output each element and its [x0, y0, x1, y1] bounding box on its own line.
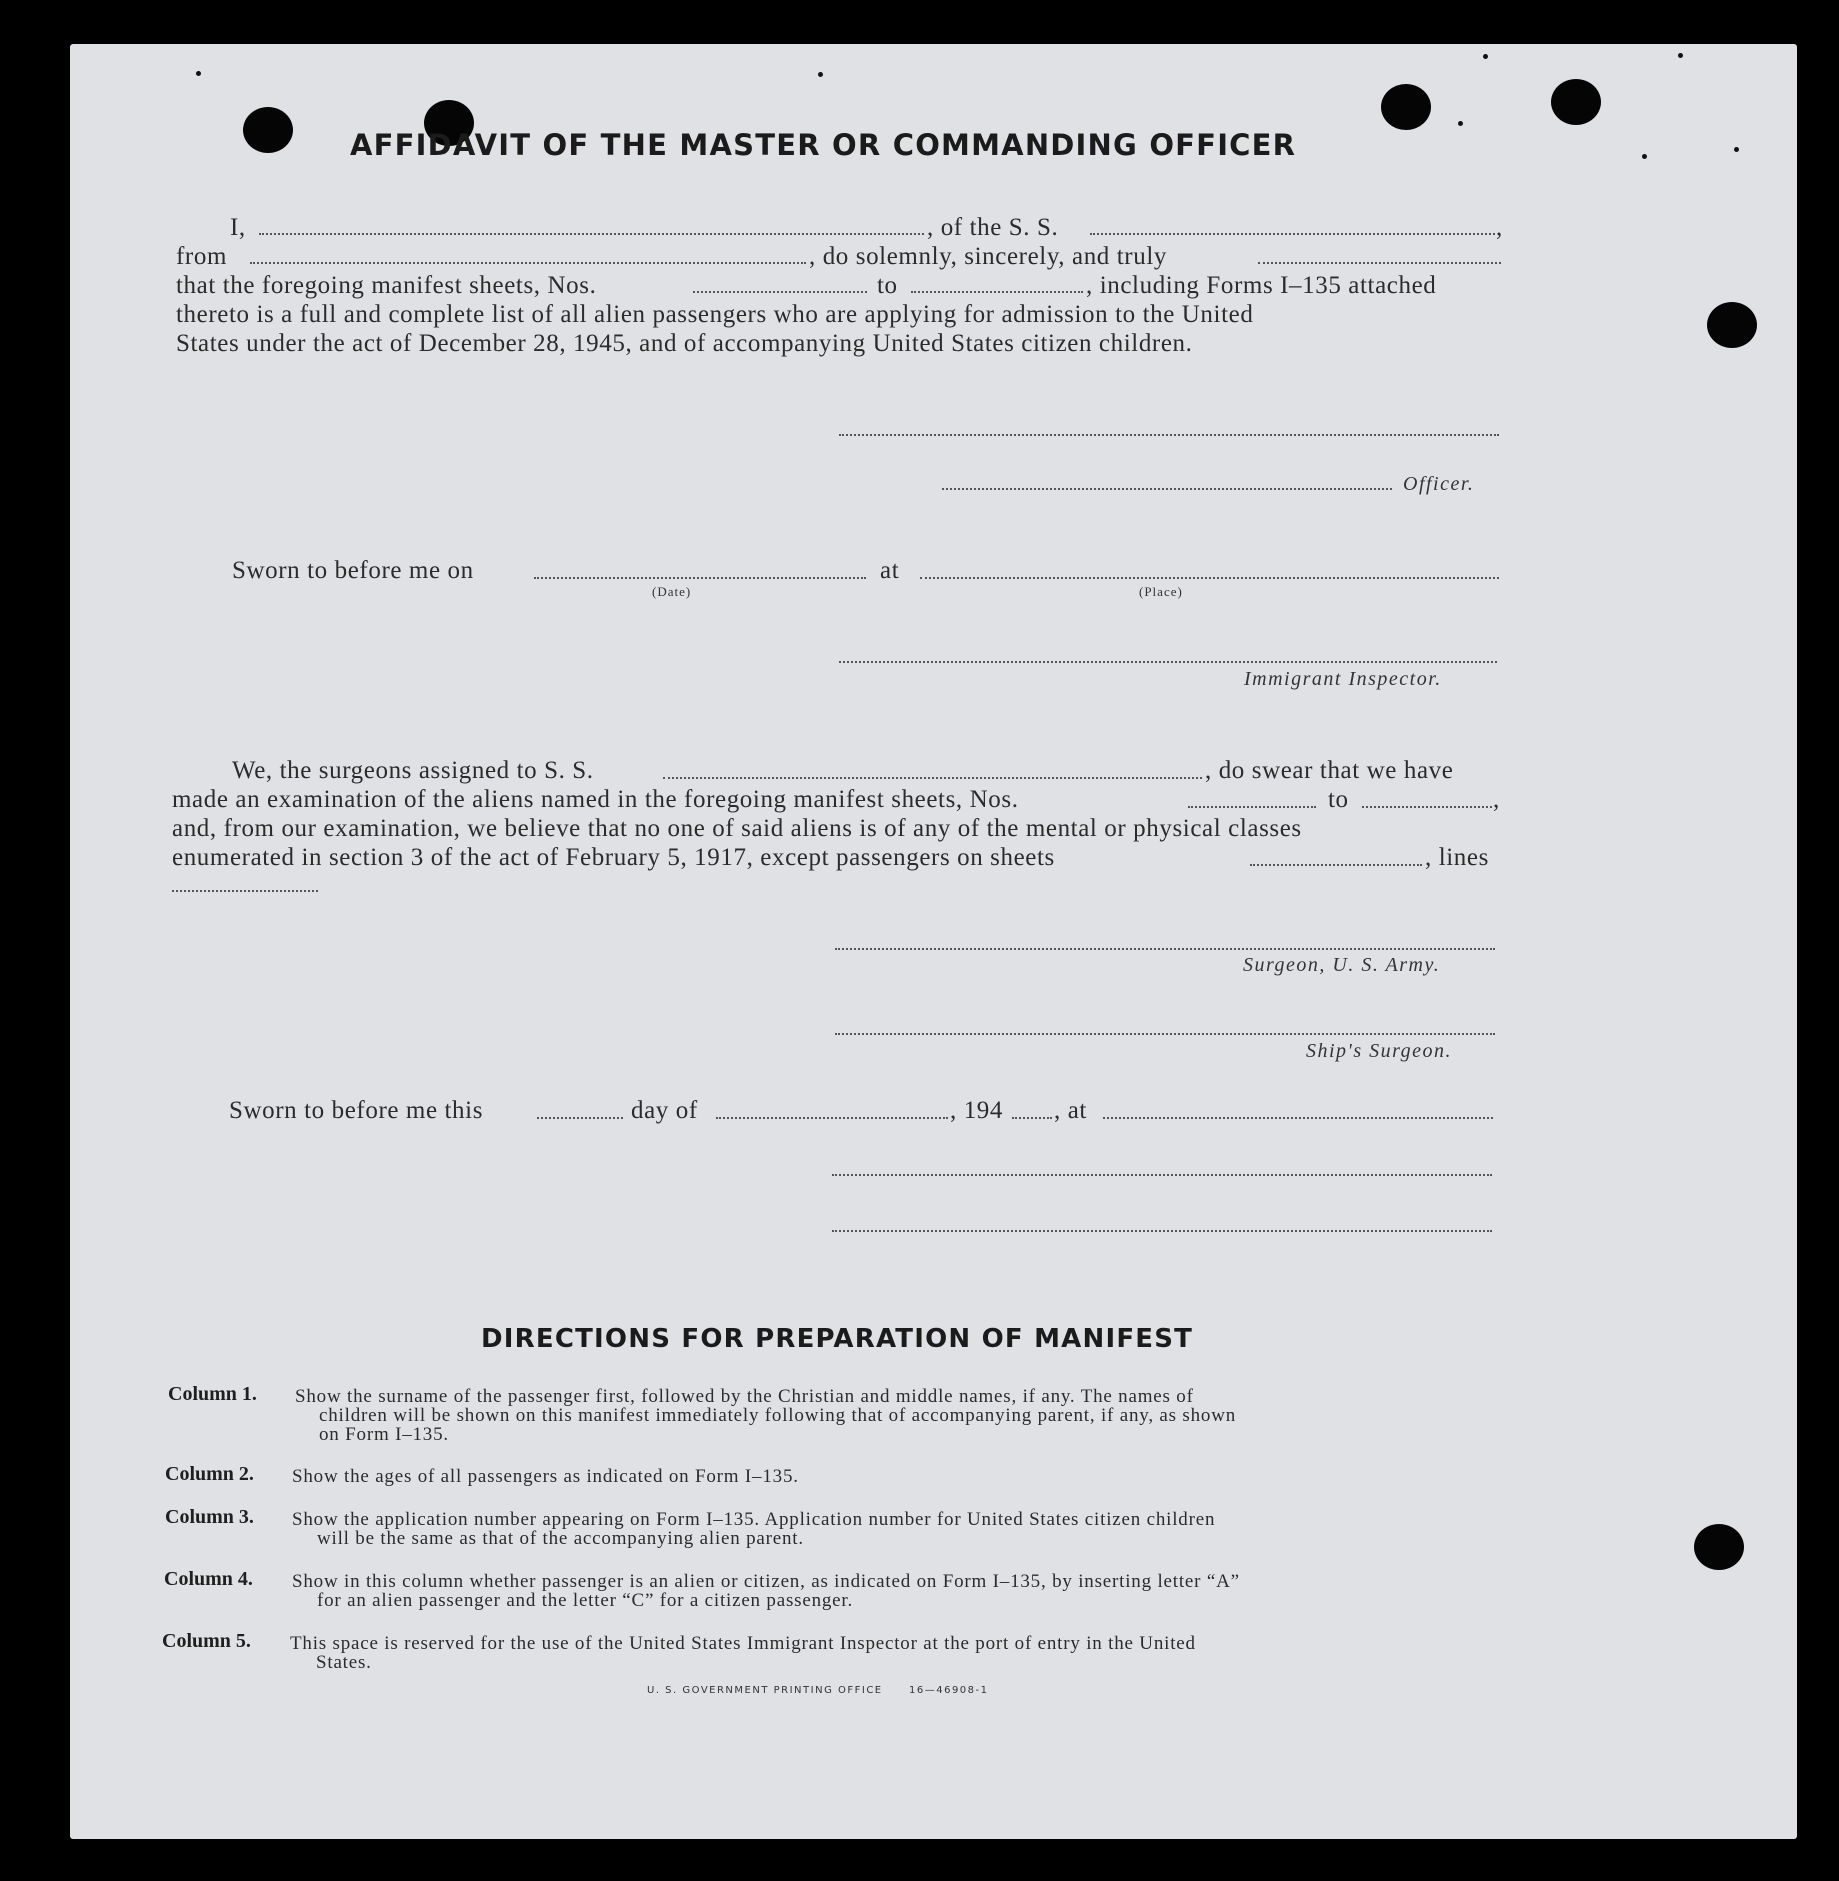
year-label: , 194 [950, 1097, 1003, 1124]
affirm-field[interactable] [1258, 262, 1501, 264]
from-label: from [176, 243, 227, 270]
official-signature-field[interactable] [832, 1174, 1492, 1176]
column-direction [292, 1510, 1215, 1548]
sworn-year-field[interactable] [1012, 1117, 1052, 1119]
surgeons-line-4b: , lines [1425, 844, 1489, 871]
directions-heading: DIRECTIONS FOR PREPARATION OF MANIFEST [481, 1324, 1194, 1354]
officer-label: Officer. [1403, 473, 1475, 495]
column-label: Column 3. [165, 1506, 254, 1528]
speck [1642, 154, 1647, 159]
surgeons-line-2a: made an examination of the aliens named in the foregoing manifest sheets, Nos. [172, 786, 1019, 813]
surgeons-line-1a: We, the surgeons assigned to S. S. [232, 757, 594, 784]
ship-name-field[interactable] [1090, 233, 1495, 235]
column-direction [295, 1387, 1236, 1444]
sworn-month-field[interactable] [716, 1117, 948, 1119]
sworn-day-field[interactable] [537, 1117, 623, 1119]
surgeons-line-4a: enumerated in section 3 of the act of February 5, 1917, except passengers on sheets [172, 844, 1055, 871]
direction-line: Show the ages of all passengers as indicated on Form I–135. [292, 1466, 799, 1487]
sworn-date-field[interactable] [534, 577, 866, 579]
solemnly-text: , do solemnly, sincerely, and truly [809, 243, 1167, 270]
column-direction [292, 1467, 799, 1486]
surgeons-line-1b: , do swear that we have [1205, 757, 1454, 784]
date-caption: (Date) [652, 584, 692, 599]
army-surgeon-label: Surgeon, U. S. Army. [1243, 954, 1441, 976]
ship-surgeon-label: Ship's Surgeon. [1306, 1040, 1453, 1062]
punch-hole [1707, 302, 1757, 348]
surgeons-comma: , [1493, 786, 1500, 813]
page-title: AFFIDAVIT OF THE MASTER OR COMMANDING OFFICER [350, 128, 1297, 162]
manifest-nos-text: that the foregoing manifest sheets, Nos. [176, 272, 597, 299]
direction-line: will be the same as that of the accompanying alien parent. [317, 1528, 804, 1549]
direction-line: for an alien passenger and the letter “C” for a citizen passenger. [317, 1590, 854, 1611]
at-label: at [880, 557, 900, 584]
sworn-at-label: , at [1054, 1097, 1087, 1124]
place-caption: (Place) [1139, 584, 1183, 599]
speck [1734, 147, 1739, 152]
surgeon-sheet-to-field[interactable] [1362, 806, 1492, 808]
surgeon-ship-field[interactable] [663, 777, 1202, 779]
column-label: Column 4. [164, 1568, 253, 1590]
surgeons-to-label: to [1328, 786, 1349, 813]
except-lines-field[interactable] [172, 890, 318, 892]
inspector-label: Immigrant Inspector. [1244, 668, 1442, 690]
from-port-field[interactable] [250, 262, 806, 264]
punch-hole [1694, 1524, 1744, 1570]
sworn-on-label: Sworn to before me on [232, 557, 474, 584]
of-ss-label: , of the S. S. [927, 214, 1059, 241]
punch-hole [1551, 79, 1601, 125]
direction-line: Show in this column whether passenger is an alien or citizen, as indicated on Form I–135, by inserting letter “A” [292, 1571, 1240, 1592]
speck [818, 72, 823, 77]
comma: , [1496, 214, 1503, 241]
speck [1678, 53, 1683, 58]
army-surgeon-signature-field[interactable] [835, 948, 1495, 950]
surgeon-sheet-from-field[interactable] [1188, 806, 1316, 808]
sheet-from-field[interactable] [693, 291, 867, 293]
direction-line: Show the surname of the passenger first, followed by the Christian and middle names, if any. The names of [295, 1386, 1194, 1407]
official-title-field[interactable] [832, 1230, 1492, 1232]
direction-line: This space is reserved for the use of the United States Immigrant Inspector at the port of entry in the United [290, 1633, 1196, 1654]
affidavit-line-5: States under the act of December 28, 1945, and of accompanying United States citizen children. [176, 330, 1193, 357]
column-label: Column 2. [165, 1463, 254, 1485]
including-forms-text: , including Forms I–135 attached [1086, 272, 1437, 299]
ship-surgeon-signature-field[interactable] [835, 1033, 1495, 1035]
master-signature-field[interactable] [839, 434, 1499, 436]
column-label: Column 5. [162, 1630, 251, 1652]
speck [1458, 121, 1463, 126]
i-label: I, [230, 214, 246, 241]
inspector-signature-field[interactable] [839, 661, 1497, 663]
punch-hole [1381, 84, 1431, 130]
column-direction [290, 1634, 1196, 1672]
day-of-label: day of [631, 1097, 698, 1124]
surgeons-line-3: and, from our examination, we believe that no one of said aliens is of any of the mental or physical classes [172, 815, 1302, 842]
column-label: Column 1. [168, 1383, 257, 1405]
affidavit-line-4: thereto is a full and complete list of all alien passengers who are applying for admission to the United [176, 301, 1254, 328]
except-sheets-field[interactable] [1250, 864, 1422, 866]
sworn-this-label: Sworn to before me this [229, 1097, 484, 1124]
direction-line: children will be shown on this manifest immediately following that of accompanying parent, if any, as shown [319, 1405, 1237, 1426]
direction-line: Show the application number appearing on Form I–135. Application number for United States citizen children [292, 1509, 1216, 1530]
form-code: 16—46908-1 [909, 1685, 989, 1696]
sworn-port-field[interactable] [1103, 1117, 1493, 1119]
speck [1483, 54, 1488, 59]
to-label: to [877, 272, 898, 299]
direction-line: on Form I–135. [319, 1424, 449, 1445]
direction-line: States. [316, 1652, 372, 1673]
printer-imprint: U. S. GOVERNMENT PRINTING OFFICE [647, 1685, 883, 1696]
speck [196, 71, 201, 76]
officer-title-field[interactable] [942, 488, 1392, 490]
master-name-field[interactable] [259, 233, 924, 235]
punch-hole [243, 107, 293, 153]
sworn-place-field[interactable] [920, 577, 1499, 579]
column-direction [292, 1572, 1240, 1610]
sheet-to-field[interactable] [911, 291, 1083, 293]
